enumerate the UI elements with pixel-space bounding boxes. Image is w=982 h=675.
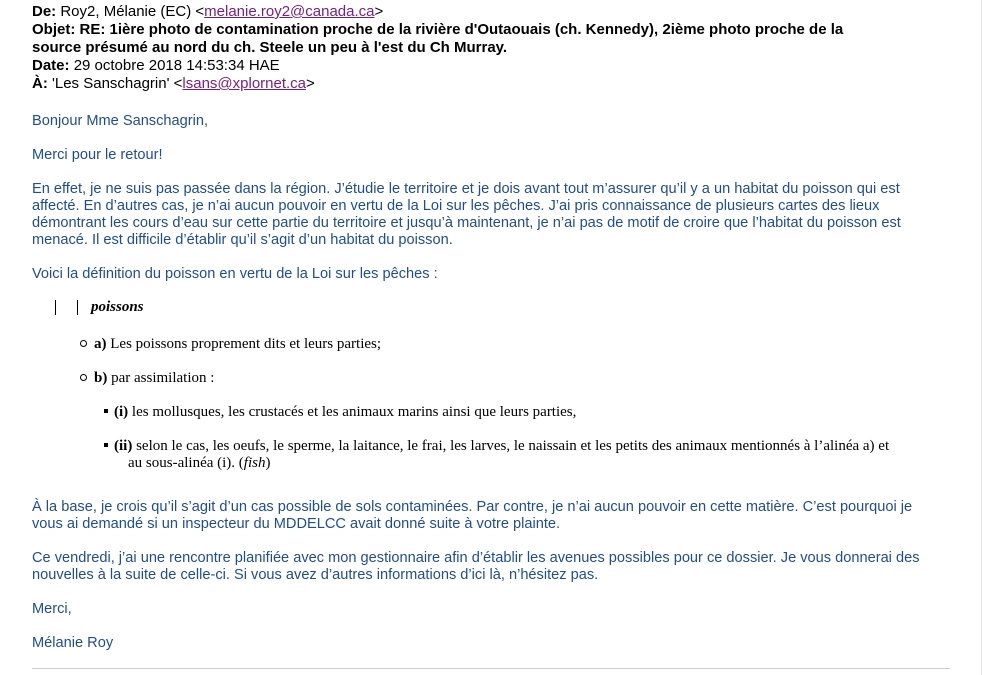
item-a	[80, 336, 381, 353]
item-ii-text-2: au sous-alinéa (i). (	[128, 455, 244, 471]
paragraph-1-line: En effet, je ne suis pas passée dans la région. J’étudie le territoire et je dois avant tout m’assurer qu’il y a un habitat du poisson qui est	[32, 181, 900, 197]
subject-line	[32, 21, 962, 57]
bar-divider	[77, 300, 78, 315]
signature: Mélanie Roy	[32, 635, 114, 651]
subject-label: Objet:	[32, 21, 76, 38]
item-a-text: Les poissons proprement dits et leurs parties;	[106, 336, 382, 352]
paragraph-2-line: vous ai demandé si un inspecteur du MDDELCC avait donné suite à votre plainte.	[32, 516, 561, 532]
greeting: Bonjour Mme Sanschagrin,	[32, 113, 209, 129]
paragraph-3-line: nouvelles à la suite de celle-ci. Si vous avez d’autres informations d’ici là, n’hésitez pas.	[32, 567, 599, 583]
paragraph-2-line: À la base, je crois qu’il s’agit d’un cas possible de sols contaminées. Par contre, je n’ai aucun pouvoir en cette matière. C’est pourquoi je	[32, 499, 913, 515]
to-name: 'Les Sanschagrin' <	[52, 75, 183, 92]
item-i	[104, 404, 576, 421]
circle-bullet-icon	[80, 340, 87, 347]
item-b	[80, 370, 214, 387]
item-ii	[104, 438, 954, 472]
item-ii-label: (ii)	[114, 438, 133, 454]
from-line	[32, 3, 962, 21]
item-ii-fish: fish	[243, 455, 266, 471]
divider	[32, 668, 950, 669]
item-b-text: par assimilation :	[107, 370, 215, 386]
definition-intro: Voici la définition du poisson en vertu de la Loi sur les pêches :	[32, 266, 438, 282]
thanks-line: Merci pour le retour!	[32, 147, 163, 163]
to-email-link[interactable]: lsans@xplornet.ca	[182, 75, 307, 92]
item-a-label: a)	[94, 336, 107, 352]
square-bullet-icon	[104, 443, 108, 447]
definition-term	[91, 299, 144, 316]
to-line	[32, 75, 962, 93]
item-i-label: (i)	[114, 404, 129, 420]
paragraph-1-line: menacé. Il est difficile d’établir qu’il s’agit d’un habitat du poisson.	[32, 232, 453, 248]
paragraph-3-line: Ce vendredi, j’ai une rencontre planifiée avec mon gestionnaire afin d’établir les avenues possibles pour ce dossier. Je vous donnerai des	[32, 550, 920, 566]
from-email-link[interactable]: melanie.roy2@canada.ca	[204, 3, 375, 20]
item-i-text: les mollusques, les crustacés et les animaux marins ainsi que leurs parties,	[128, 404, 577, 420]
to-label: À:	[32, 75, 48, 92]
date-value: 29 octobre 2018 14:53:34 HAE	[73, 57, 280, 74]
email-header	[32, 3, 962, 93]
from-close: >	[374, 3, 384, 20]
definition-bars	[55, 298, 85, 316]
paragraph-2	[32, 499, 942, 533]
bar-divider	[55, 300, 56, 315]
to-close: >	[306, 75, 315, 92]
paragraph-1-line: démontrant les cours d’eau sur cette partie du territoire et jusqu’à maintenant, je n’ai pas de motif de croire que l’habitat du poisson est	[32, 215, 901, 231]
square-bullet-icon	[104, 409, 108, 413]
item-ii-close: )	[265, 455, 271, 471]
from-label: De:	[32, 3, 57, 20]
circle-bullet-icon	[80, 374, 87, 381]
paragraph-3	[32, 550, 942, 584]
term-poissons: poissons	[91, 299, 144, 315]
paragraph-1	[32, 181, 942, 249]
from-name: Roy2, Mélanie (EC) <	[60, 3, 205, 20]
date-label: Date:	[32, 57, 70, 74]
item-ii-text: selon le cas, les oeufs, le sperme, la laitance, le frai, les larves, le naissain et les petits des animaux mentionnés à l’alinéa a) et	[132, 438, 890, 454]
item-b-label: b)	[94, 370, 108, 386]
paragraph-1-line: affecté. En d’autres cas, je n’ai aucun pouvoir en vertu de la Loi sur les pêches. J’ai pris connaissance de plusieurs cartes des lieux	[32, 198, 880, 214]
date-line	[32, 57, 962, 75]
closing: Merci,	[32, 601, 72, 617]
subject-text-1: RE: 1ière photo de contamination proche de la rivière d'Outaouais (ch. Kennedy), 2ième photo proche de la	[79, 21, 844, 38]
subject-text-2: source présumé au nord du ch. Steele un peu à l'est du Ch Murray.	[32, 39, 508, 56]
